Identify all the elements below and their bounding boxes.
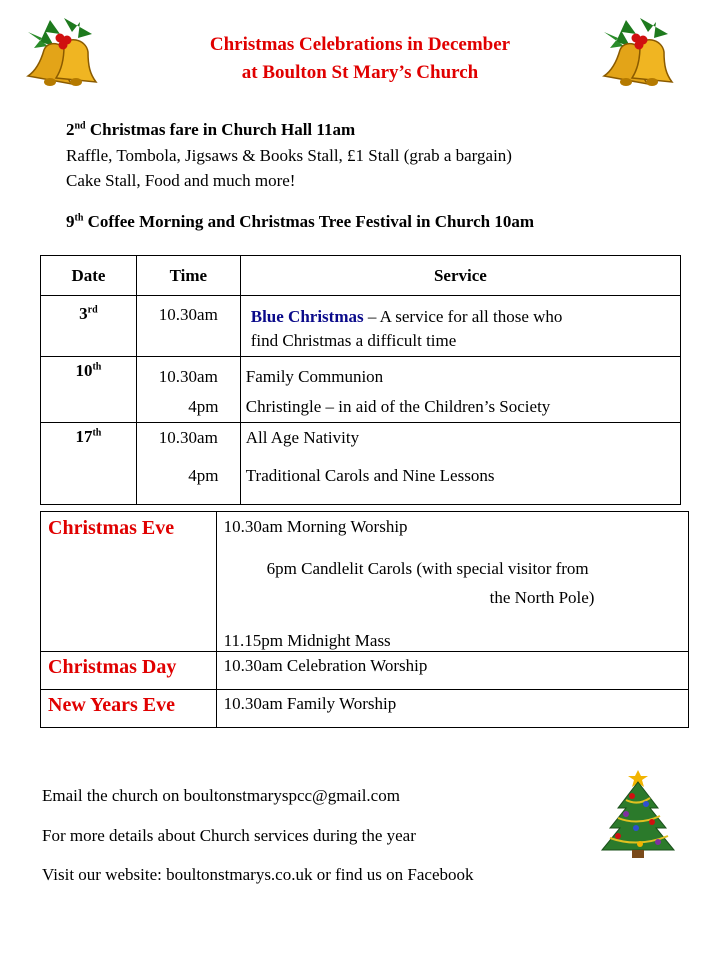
table-row: [41, 357, 681, 423]
column-header: Date: [41, 256, 137, 296]
christmas-tree-icon: [596, 766, 680, 860]
service-cell: 10.30am Celebration Worship: [216, 652, 688, 690]
website-line: Visit our website: boultonstmarys.co.uk or find us on Facebook: [42, 865, 474, 884]
column-header: Time: [136, 256, 240, 296]
date-cell: 17th: [41, 423, 137, 505]
table-row: [41, 652, 689, 690]
table-header-row: [41, 256, 681, 296]
time-cell: 10.30am: [136, 296, 240, 357]
date-cell: 3rd: [41, 296, 137, 357]
service-cell: Family Communion Christingle – in aid of the Children’s Society: [240, 357, 680, 423]
service-cell: 10.30am Morning Worship 6pm Candlelit Carols (with special visitor from the North Pole) 11.15pm Midnight Mass: [216, 512, 688, 652]
fair-details-line: Cake Stall, Food and much more!: [66, 171, 296, 190]
email-line: Email the church on boultonstmaryspcc@gmail.com: [42, 786, 400, 805]
service-cell: All Age Nativity Traditional Carols and Nine Lessons: [240, 423, 680, 505]
details-line: For more details about Church services during the year: [42, 826, 416, 845]
table-row: [41, 296, 681, 357]
table-row: [41, 423, 681, 505]
day-label-cell: New Years Eve: [41, 690, 217, 728]
page-title: Christmas Celebrations in December: [209, 34, 511, 55]
date-cell: 10th: [41, 357, 137, 423]
special-services-table: [40, 511, 689, 728]
table-row: [41, 512, 689, 652]
table-row: [41, 690, 689, 728]
service-cell: 10.30am Family Worship: [216, 690, 688, 728]
day-label-cell: Christmas Day: [41, 652, 217, 690]
fair-details-line: Raffle, Tombola, Jigsaws & Books Stall, £1 Stall (grab a bargain): [66, 146, 512, 165]
service-cell: Blue Christmas – A service for all those who find Christmas a difficult time: [240, 296, 680, 357]
services-table: [40, 255, 681, 505]
blue-christmas-label: Blue Christmas: [250, 307, 364, 326]
day-label-cell: Christmas Eve: [41, 512, 217, 652]
time-cell: 10.30am 4pm: [136, 357, 240, 423]
time-cell: 10.30am 4pm: [136, 423, 240, 505]
page-subtitle: at Boulton St Mary’s Church: [241, 62, 479, 83]
coffee-morning-heading: 9th Coffee Morning and Christmas Tree Festival in Church 10am: [66, 212, 535, 231]
fair-heading: 2nd Christmas fare in Church Hall 11am: [66, 120, 356, 139]
column-header: Service: [240, 256, 680, 296]
